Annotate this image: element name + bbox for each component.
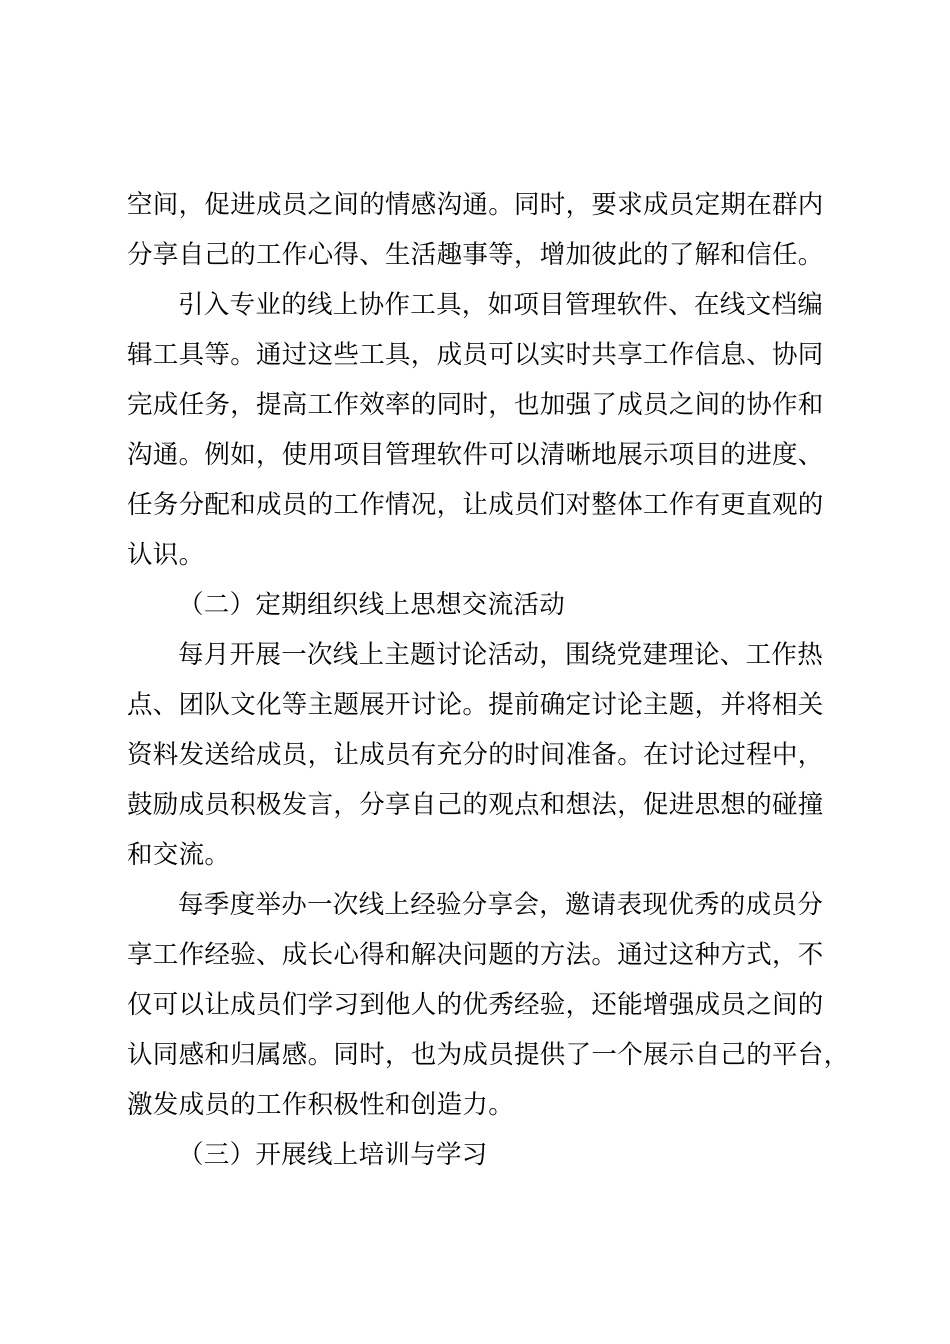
text-line: 享工作经验、成长心得和解决问题的方法。通过这种方式，不 (127, 940, 824, 970)
text-line: 认同感和归属感。同时，也为成员提供了一个展示自己的平台， (127, 1040, 850, 1070)
text-line: 和交流。 (127, 840, 231, 870)
paragraph-start-line: 每月开展一次线上主题讨论活动，围绕党建理论、工作热 (178, 640, 824, 670)
text-line: 认识。 (127, 540, 205, 570)
text-line: 沟通。例如，使用项目管理软件可以清晰地展示项目的进度、 (127, 440, 824, 470)
paragraph-start-line: 引入专业的线上协作工具，如项目管理软件、在线文档编 (178, 290, 824, 320)
text-line: 激发成员的工作积极性和创造力。 (127, 1090, 515, 1120)
paragraph-start-line: 每季度举办一次线上经验分享会，邀请表现优秀的成员分 (178, 890, 824, 920)
text-line: 资料发送给成员，让成员有充分的时间准备。在讨论过程中， (127, 740, 824, 770)
text-line: 鼓励成员积极发言，分享自己的观点和想法，促进思想的碰撞 (127, 790, 824, 820)
text-line: 仅可以让成员们学习到他人的优秀经验，还能增强成员之间的 (127, 990, 824, 1020)
text-line: 任务分配和成员的工作情况，让成员们对整体工作有更直观的 (127, 490, 824, 520)
section-heading: （二）定期组织线上思想交流活动 (178, 590, 566, 620)
text-line: 完成任务，提高工作效率的同时，也加强了成员之间的协作和 (127, 390, 824, 420)
text-line: 分享自己的工作心得、生活趣事等，增加彼此的了解和信任。 (127, 240, 824, 270)
text-line: 辑工具等。通过这些工具，成员可以实时共享工作信息、协同 (127, 340, 824, 370)
document-body (127, 180, 850, 1180)
text-line: 空间，促进成员之间的情感沟通。同时，要求成员定期在群内 (127, 190, 824, 220)
text-line: 点、团队文化等主题展开讨论。提前确定讨论主题，并将相关 (127, 690, 824, 720)
section-heading: （三）开展线上培训与学习 (178, 1140, 488, 1170)
